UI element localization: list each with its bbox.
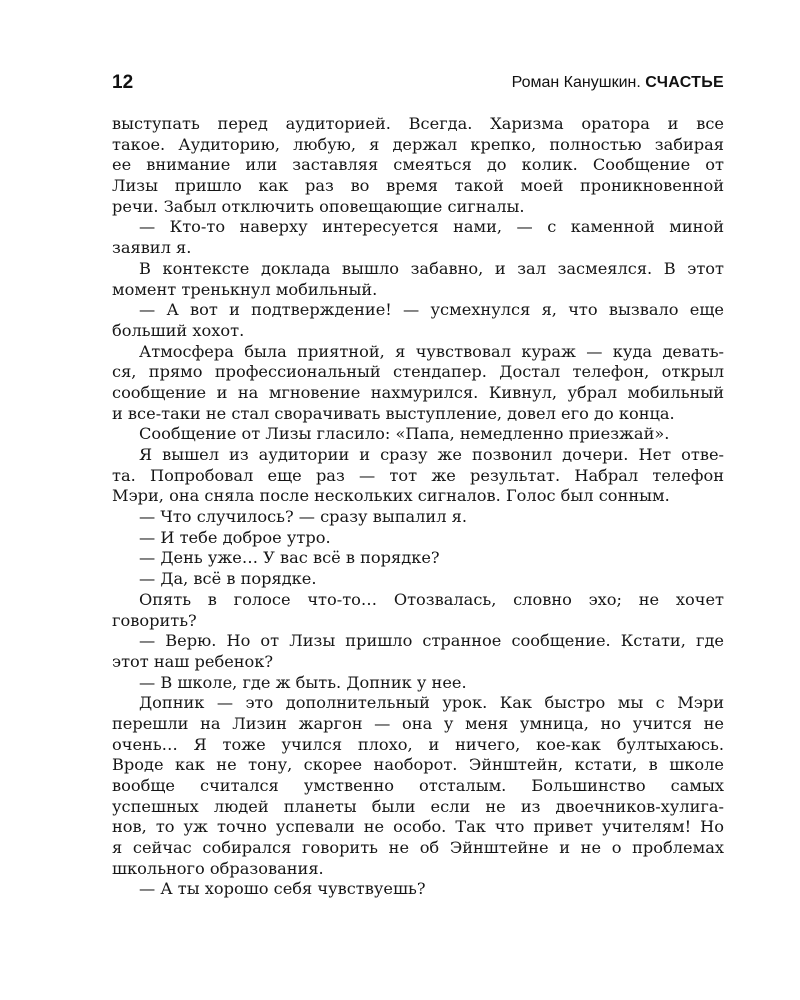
text-line: — А ты хорошо себя чувствуешь? — [139, 879, 426, 899]
text-line: — Кто-то наверху интересуется нами, — с каменной миной — [139, 217, 724, 237]
text-line: заявил я. — [112, 238, 192, 258]
text-line: — И тебе доброе утро. — [139, 527, 331, 547]
text-line: — Верю. Но от Лизы пришло странное сообщение. Кстати, где — [139, 631, 724, 651]
text-line: — День уже… У вас всё в порядке? — [139, 548, 440, 568]
text-line: момент тренькнул мобильный. — [112, 279, 378, 299]
text-line: В контексте доклада вышло забавно, и зал засмеялся. В этот — [139, 258, 724, 278]
text-line: Вроде как не тону, скорее наоборот. Эйнштейн, кстати, в школе — [112, 755, 724, 775]
text-line: говорить? — [112, 610, 197, 630]
text-line: вообще считался умственно отсталым. Большинство самых — [112, 776, 724, 795]
text-line: сообщение и на мгновение нахмурился. Кивнул, убрал мобильный — [112, 382, 724, 402]
text-line: Допник — это дополнительный урок. Как быстро мы с Мэри — [139, 693, 724, 713]
text-line: такое. Аудиторию, любую, я держал крепко, полностью забирая — [112, 134, 724, 154]
paragraph — [112, 673, 724, 694]
text-line: этот наш ребенок? — [112, 651, 274, 671]
paragraph — [112, 342, 724, 425]
paragraph — [112, 528, 724, 549]
text-line: Атмосфера была приятной, я чувствовал кураж — куда девать- — [139, 341, 724, 361]
paragraph — [112, 507, 724, 528]
paragraph — [112, 300, 724, 341]
text-line: Я вышел из аудитории и сразу же позвонил дочери. Нет отве- — [139, 445, 724, 464]
paragraph — [112, 693, 724, 879]
page-number: 12 — [112, 72, 134, 93]
text-line: Мэри, она сняла после нескольких сигналов. Голос был сонным. — [112, 486, 670, 506]
text-line: Лизы пришло как раз во время такой моей проникновенной — [112, 176, 724, 196]
text-line: речи. Забыл отключить оповещающие сигналы. — [112, 196, 525, 216]
text-line: школьного образования. — [112, 858, 324, 878]
body-text — [112, 114, 724, 900]
text-line: успешных людей планеты были если не из двоечников-хулига- — [112, 796, 724, 816]
text-line: больший хохот. — [112, 320, 245, 340]
text-line: Опять в голосе что-то… Отозвалась, словно эхо; не хочет — [139, 589, 724, 609]
text-line: я сейчас собирался говорить не об Эйнштейне и не о проблемах — [112, 838, 724, 858]
page-header — [112, 70, 724, 96]
text-line: ее внимание или заставляя смеяться до колик. Сообщение от — [112, 155, 724, 175]
text-line: ся, прямо профессиональный стендапер. Достал телефон, открыл — [112, 362, 724, 382]
paragraph — [112, 879, 724, 900]
text-line: и все-таки не стал сворачивать выступление, довел его до конца. — [112, 403, 675, 423]
paragraph — [112, 217, 724, 258]
paragraph — [112, 569, 724, 590]
paragraph — [112, 548, 724, 569]
text-line: — Что случилось? — сразу выпалил я. — [139, 507, 467, 527]
author-name: Роман Канушкин. — [511, 74, 641, 91]
text-line: перешли на Лизин жаргон — она у меня умница, но учится не — [112, 713, 724, 733]
running-head — [512, 70, 724, 96]
paragraph — [112, 445, 724, 507]
text-line: — В школе, где ж быть. Допник у нее. — [139, 672, 467, 692]
paragraph — [112, 259, 724, 300]
paragraph — [112, 114, 724, 217]
text-line: нов, то уж точно успевали не особо. Так что привет учителям! Но — [112, 817, 724, 837]
text-line: выступать перед аудиторией. Всегда. Харизма оратора и все — [112, 114, 724, 133]
paragraph — [112, 631, 724, 672]
text-line: — А вот и подтверждение! — усмехнулся я, что вызвало еще — [139, 300, 724, 320]
text-line: та. Попробовал еще раз — тот же результат. Набрал телефон — [112, 465, 724, 485]
paragraph — [112, 424, 724, 445]
text-line: очень… Я тоже учился плохо, и ничего, кое-как бултыхаюсь. — [112, 734, 724, 754]
text-line: Сообщение от Лизы гласило: «Папа, немедленно приезжай». — [139, 424, 670, 444]
paragraph — [112, 590, 724, 631]
text-line: — Да, всё в порядке. — [139, 569, 317, 589]
book-title: СЧАСТЬЕ — [645, 74, 724, 91]
